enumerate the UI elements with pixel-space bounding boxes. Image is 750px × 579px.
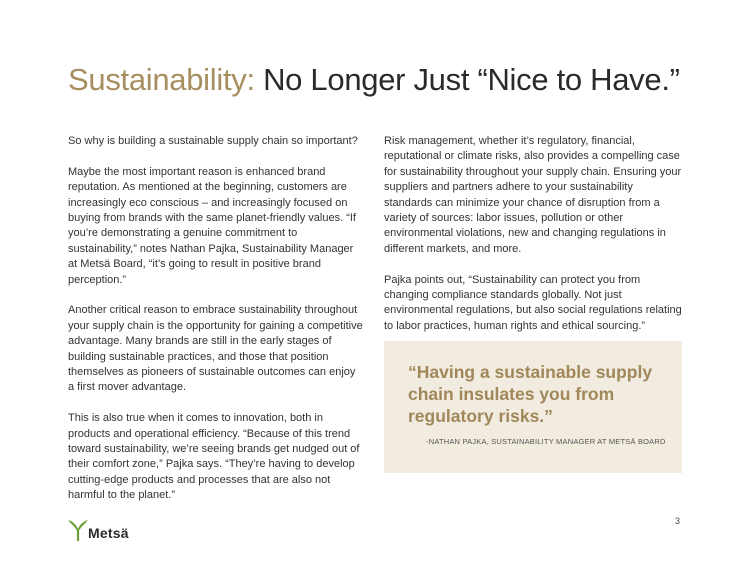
paragraph: Pajka points out, “Sustainability can protect you from changing compliance standards globally. Not just environmental regulations, but also social regulations relating to labor practices, human rights and ethical sourcing.”	[384, 273, 682, 332]
left-column	[68, 134, 364, 519]
paragraph: Maybe the most important reason is enhanced brand reputation. As mentioned at the beginning, customers are increasingly eco conscious – and increasingly focused on buying from brands with the same planet-friendly values. “If you’re demonstrating a genuine commitment to sustainability,” notes Nathan Pajka, Sustainability Manager at Metsä Board, “it’s going to result in positive brand perception.”	[68, 165, 356, 286]
metsa-leaf-icon	[68, 518, 88, 542]
metsa-logo	[68, 518, 148, 544]
paragraph: So why is building a sustainable supply chain so important?	[68, 135, 358, 147]
pull-quote	[384, 341, 682, 473]
paragraph: This is also true when it comes to innovation, both in products and operational efficiency. “Because of this trend toward sustainability, we’re seeing brands get nudged out of their comfort zone,” Pajka says. “They’re having to develop cutting-edge products and processes that are also not harmful to the planet.”	[68, 412, 360, 502]
title-rest: No Longer Just “Nice to Have.”	[254, 62, 680, 97]
quote-text: “Having a sustainable supply chain insulates you from regulatory risks.”	[408, 362, 653, 426]
right-column	[384, 134, 684, 350]
quote-attribution: -NATHAN PAJKA, SUSTAINABILITY MANAGER AT METSÄ BOARD	[426, 437, 666, 446]
page-title	[68, 62, 680, 98]
logo-text: Metsä	[88, 525, 129, 541]
title-accent: Sustainability:	[68, 62, 255, 97]
page-number: 3	[675, 516, 681, 526]
paragraph: Risk management, whether it’s regulatory, financial, reputational or climate risks, also provides a compelling case for sustainability throughout your supply chain. Ensuring your suppliers and partners adhere to your sustainability standards can minimize your chance of disruption from a variety of sources: labor issues, pollution or other environmental violations, new and changing regulations in different markets, and more.	[384, 135, 682, 255]
paragraph: Another critical reason to embrace sustainability throughout your supply chain is the opportunity for gaining a competitive advantage. Many brands are still in the early stages of building sustainable practices, and those that position themselves as pioneers of sustainable outcomes can enjoy a first mover advantage.	[68, 304, 363, 394]
